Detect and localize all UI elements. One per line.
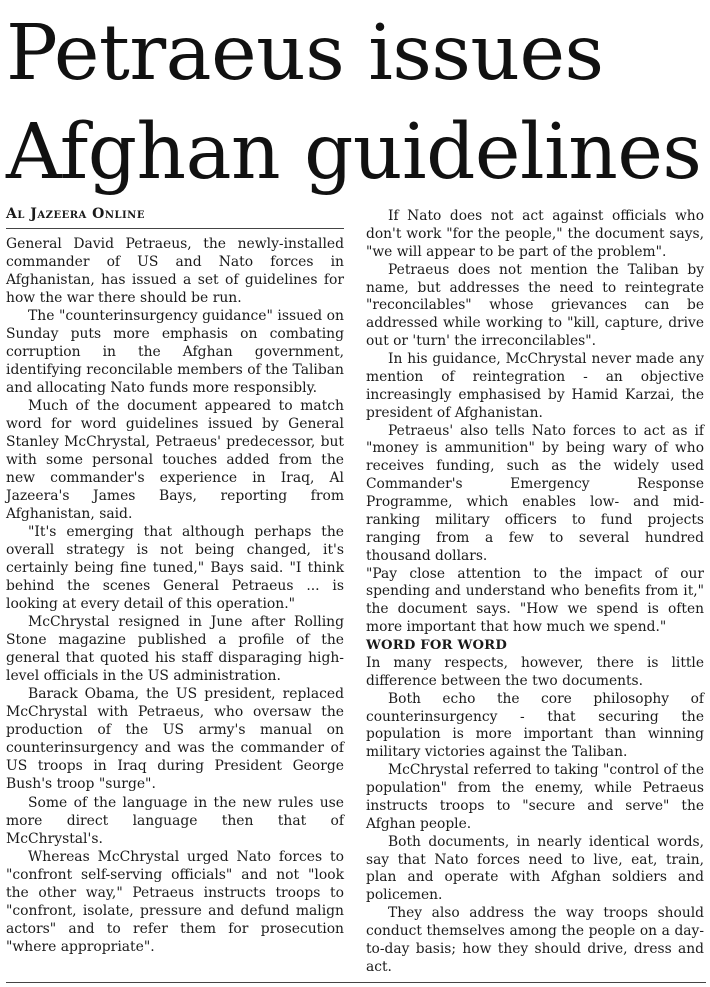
article-column-left	[6, 205, 344, 956]
byline: Al Jazeera Online	[6, 205, 344, 229]
paragraph: General David Petraeus, the newly-installed commander of US and Nato forces in Afghanistan, has issued a set of guidelines for how the war there should be run.	[6, 236, 344, 307]
paragraph: McChrystal resigned in June after Rolling Stone magazine published a profile of the general that quoted his staff disparaging high-level officials in the US administration.	[6, 614, 344, 685]
bottom-rule	[6, 982, 706, 983]
quote-paragraph: "Pay close attention to the impact of our spending and understand who benefits from it," the document says. "How we spend is often more important that how much we spend."	[366, 565, 704, 636]
paragraph: In many respects, however, there is little difference between the two documents.	[366, 654, 704, 689]
headline: Petraeus issues Afghan guidelines	[6, 9, 702, 197]
paragraph: Both documents, in nearly identical words, say that Nato forces need to live, eat, train, plan and operate with Afghan soldiers and policemen.	[366, 833, 704, 904]
paragraph: If Nato does not act against officials who don't work "for the people," the document says, "we will appear to be part of the problem".	[366, 208, 704, 260]
subheading: WORD FOR WORD	[366, 638, 507, 653]
paragraph: Both echo the core philosophy of counterinsurgency - that securing the population is more important than winning military victories against the Taliban.	[366, 690, 704, 761]
paragraph: The "counterinsurgency guidance" issued on Sunday puts more emphasis on combating corruption in the Afghan government, identifying reconcilable members of the Taliban and allocating Nato funds more responsibly.	[6, 308, 344, 397]
paragraph: Whereas McChrystal urged Nato forces to "confront self-serving officials" and not "look the other way," Petraeus instructs troops to "confront, isolate, pressure and defund malign actors" and to refer them for prosecution "where appropriate".	[6, 848, 344, 955]
paragraph: Much of the document appeared to match word for word guidelines issued by General Stanley McChrystal, Petraeus' predecessor, but with some personal touches added from the new commander's experience in Iraq, Al Jazeera's James Bays, reporting from Afghanistan, said.	[6, 398, 344, 523]
paragraph: Petraeus' also tells Nato forces to act as if "money is ammunition" by being wary of who receives funding, such as the widely used Commander's Emergency Response Programme, which enables low- and mid-ranking military officers to fund projects ranging from a few to several hundred thousand dollars.	[366, 422, 704, 564]
paragraph: In his guidance, McChrystal never made any mention of reintegration - an objective increasingly emphasised by Hamid Karzai, the president of Afghanistan.	[366, 351, 704, 421]
paragraph: Petraeus does not mention the Taliban by name, but addresses the need to reintegrate "reconcilables" whose grievances can be addressed while working to "kill, capture, drive out or 'turn' the irreconcilables".	[366, 261, 704, 350]
paragraph: Some of the language in the new rules use more direct language then that of McChrystal's.	[6, 794, 344, 847]
paragraph: McChrystal referred to taking "control of the population" from the enemy, while Petraeus instructs troops to "secure and serve" the Afghan people.	[366, 762, 704, 832]
paragraph: Barack Obama, the US president, replaced McChrystal with Petraeus, who oversaw the production of the US army's manual on counterinsurgency and was the commander of US troops in Iraq during President George Bush's troop "surge".	[6, 686, 344, 793]
paragraph: "It's emerging that although perhaps the overall strategy is not being changed, it's certainly being fine tuned," Bays said. "I think behind the scenes General Petraeus ... is looking at every detail of this operation."	[6, 524, 344, 613]
paragraph: They also address the way troops should conduct themselves among the people on a day-to-day basis; how they should drive, dress and act.	[366, 905, 704, 975]
article-column-right	[366, 208, 704, 977]
